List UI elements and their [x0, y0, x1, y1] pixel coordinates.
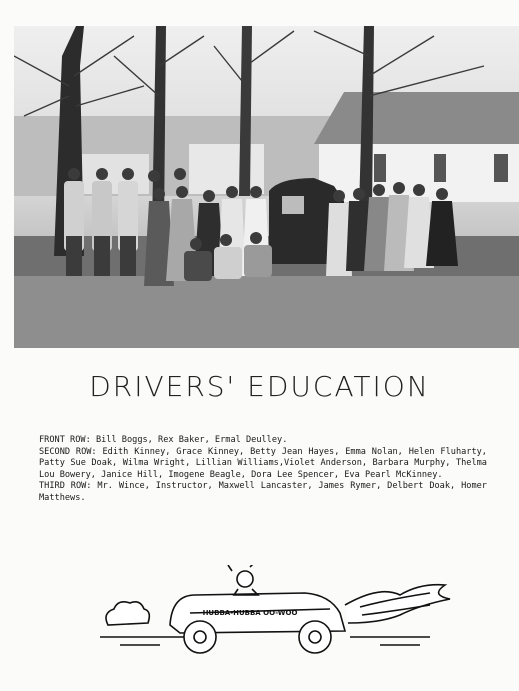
car-banner-text: HUBBA-HUBBA OO-WOO: [202, 609, 298, 617]
tree-trunk: [239, 26, 252, 196]
caption-block: [39, 435, 487, 505]
row-names: Bill Boggs, Rex Baker, Ermal Deulley.: [95, 435, 288, 445]
front-row-kneeling: [184, 232, 272, 281]
row-label: SECOND ROW:: [39, 446, 97, 457]
car-window: [282, 196, 304, 214]
front-wheel: [184, 621, 216, 653]
row-names: Mr. Wince, Instructor, Maxwell Lancaster, James Rymer, Delbert Doak, Homer Matthews.: [39, 481, 487, 503]
jalopy-cartoon: [100, 565, 460, 675]
class-group-photo: [14, 26, 519, 348]
row-names: Edith Kinney, Grace Kinney, Betty Jean Hayes, Emma Nolan, Helen Fluharty, Patty Sue Doak, Wilma Wright, Lillian Williams,Violet Anderson, Barbara Murphy, Thelma Lou Bowery, Janice Hill, Imogene Beagle, Dora Lee Spencer, Eva Pearl McKinney.: [39, 446, 487, 480]
caption-front-row: [39, 435, 487, 447]
house-middle: [189, 144, 264, 194]
photo-scene: [14, 26, 519, 348]
row-label: FRONT ROW:: [39, 435, 91, 445]
driver-head: [237, 571, 253, 587]
house-window: [494, 154, 508, 182]
house-window: [434, 154, 446, 182]
rear-wheel: [299, 621, 331, 653]
caption-second-row: [39, 447, 487, 482]
road-lines: [100, 637, 430, 645]
bush-drawing: [106, 602, 149, 625]
exhaust-flame: [345, 585, 450, 623]
house-left: [79, 154, 149, 194]
page-title: DRIVERS' EDUCATION: [89, 370, 430, 403]
road: [14, 276, 519, 348]
row-label: THIRD ROW:: [39, 481, 92, 492]
caption-third-row: [39, 481, 487, 504]
house-roof: [314, 92, 519, 144]
house-window: [374, 154, 386, 182]
